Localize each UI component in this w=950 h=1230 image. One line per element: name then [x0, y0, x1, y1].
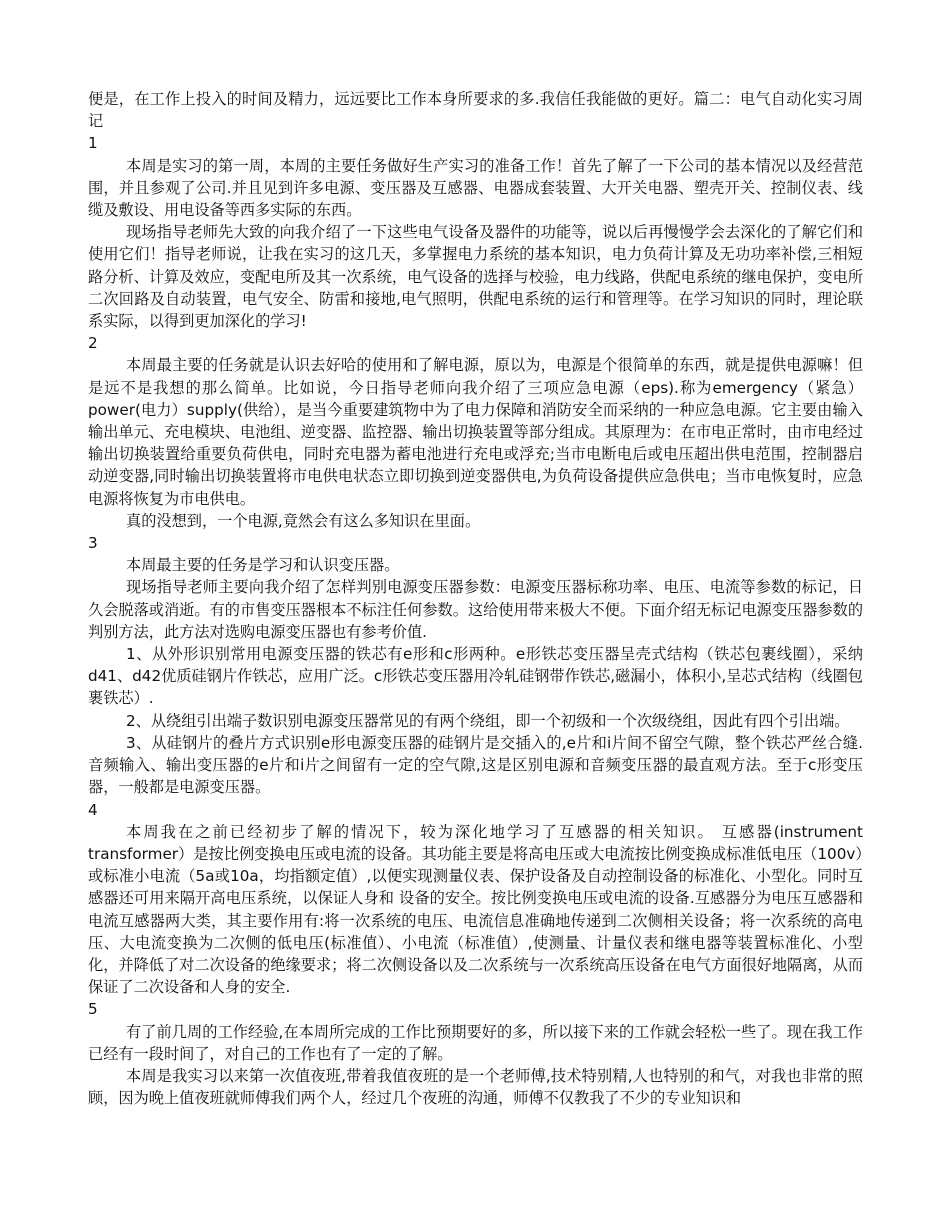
paragraph: 便是，在工作上投入的时间及精力，远远要比工作本身所要求的多.我信任我能做的更好。篇二：电气自动化实习周记	[88, 90, 863, 131]
paragraph: 真的没想到，一个电源,竟然会有这么多知识在里面。	[126, 511, 481, 530]
paragraph: 现场指导老师主要向我介绍了怎样判别电源变压器参数：电源变压器标称功率、电压、电流等参数的标记，日久会脱落或消逝。有的市售变压器根本不标注任何参数。这给使用带来极大不便。下面介绍无标记电源变压器参数的判别方法，此方法对选购电源变压器也有参考价值.	[88, 578, 863, 641]
week-number: 1	[88, 134, 98, 153]
paragraph: 现场指导老师先大致的向我介绍了一下这些电气设备及器件的功能等，说以后再慢慢学会去深化的了解它们和使用它们！指导老师说，让我在实习的这几天，多掌握电力系统的基本知识，电力负荷计算及无功功率补偿,三相短路分析、计算及效应，变配电所及其一次系统，电气设备的选择与校验，电力线路，供配电系统的继电保护，变电所二次回路及自动装置，电气安全、防雷和接地,电气照明，供配电系统的运行和管理等。在学习知识的同时，理论联系实际，以得到更加深化的学习!	[88, 223, 863, 331]
list-item: 2、从绕组引出端子数识别电源变压器常见的有两个绕组，即一个初级和一个次级绕组，因此有四个引出端。	[126, 711, 850, 730]
paragraph: 本周最主要的任务是学习和认识变压器。	[126, 556, 400, 575]
list-item: 1、从外形识别常用电源变压器的铁芯有e形和c形两种。e形铁芯变压器呈壳式结构（铁芯包裹线圈），采纳d41、d42优质硅钢片作铁芯，应用广泛。c形铁芯变压器用冷轧硅钢带作铁芯,磁漏小，体积小,呈芯式结构（线圈包裹铁芯）.	[88, 645, 863, 708]
week-number: 2	[88, 334, 98, 353]
paragraph: 有了前几周的工作经验,在本周所完成的工作比预期要好的多，所以接下来的工作就会轻松一些了。现在我工作已经有一段时间了，对自己的工作也有了一定的了解。	[88, 1022, 863, 1063]
paragraph: 本周是我实习以来第一次值夜班,带着我值夜班的是一个老师傅,技术特别精,人也特别的和气，对我也非常的照顾，因为晚上值夜班就师傅我们两个人，经过几个夜班的沟通，师傅不仅教我了不少的专业知识和	[88, 1066, 863, 1108]
paragraph: 本周是实习的第一周，本周的主要任务做好生产实习的准备工作！首先了解了一下公司的基本情况以及经营范围，并且参观了公司.并且见到许多电源、变压器及互感器、电器成套装置、大开关电器、塑壳开关、控制仪表、线缆及敷设、用电设备等西多实际的东西。	[88, 156, 863, 220]
paragraph: 本周我在之前已经初步了解的情况下，较为深化地学习了互感器的相关知识。 互感器(instrument transformer）是按比例变换电压或电流的设备。其功能主要是将高电压或大电流按比例变换成标准低电压（100v）或标准小电流（5a或10a，均指额定值）,以便实现测量仪表、保护设备及自动控制设备的标准化、小型化。同时互感器还可用来隔开高电压系统，以保证人身和 设备的安全。按比例变换电压或电流的设备.互感器分为电压互感器和电流互感器两大类，其主要作用有:将一次系统的电压、电流信息准确地传递到二次侧相关设备；将一次系统的高电压、大电流变换为二次侧的低电压(标准值）、小电流（标准值）,使测量、计量仪表和继电器等装置标准化、小型化，并降低了对二次设备的绝缘要求；将二次侧设备以及二次系统与一次系统高压设备在电气方面很好地隔离，从而保证了二次设备和人身的安全.	[88, 822, 863, 997]
paragraph: 本周最主要的任务就是认识去好哈的使用和了解电源，原以为，电源是个很简单的东西，就是提供电源嘛！但是远不是我想的那么简单。比如说，今日指导老师向我介绍了三项应急电源（eps).称为emergency（紧急）power(电力）supply(供给），是当今重要建筑物中为了电力保障和消防安全而采纳的一种应急电源。它主要由输入输出单元、充电模块、电池组、逆变器、监控器、输出切换装置等部分组成。其原理为：在市电正常时，由市电经过输出切换装置给重要负荷供电，同时充电器为蓄电池进行充电或浮充;当市电断电后或电压超出供电范围，控制器启动逆变器,同时输出切换装置将市电供电状态立即切换到逆变器供电,为负荷设备提供应急供电；当市电恢复时，应急电源将恢复为市电供电。	[88, 356, 863, 508]
week-number: 5	[88, 1000, 98, 1019]
list-item: 3、从硅钢片的叠片方式识别e形电源变压器的硅钢片是交插入的,e片和i片间不留空气隙，整个铁芯严丝合缝.音频输入、输出变压器的e片和i片之间留有一定的空气隙,这是区别电源和音频变压器的最直观方法。至于c形变压器，一般都是电源变压器。	[88, 733, 863, 797]
document-page	[88, 88, 863, 1109]
week-number: 3	[88, 534, 98, 553]
week-number: 4	[88, 800, 98, 819]
